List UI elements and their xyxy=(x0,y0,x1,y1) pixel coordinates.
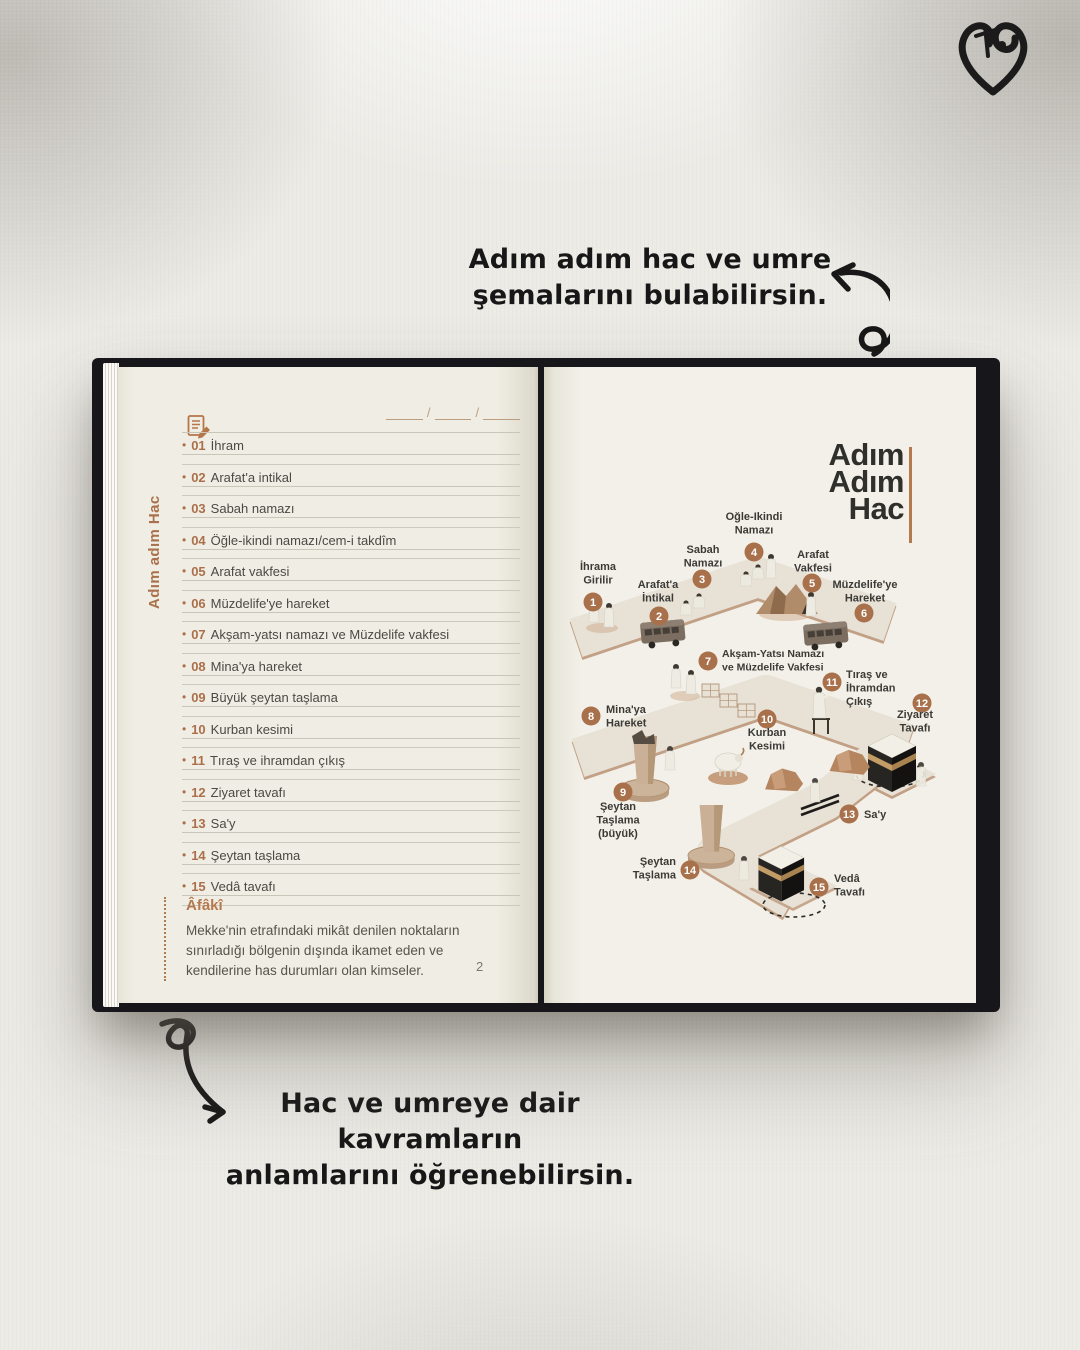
ruled-line xyxy=(182,833,520,843)
step-number: 8 xyxy=(587,710,595,723)
step-label: Arafat Vakfesi xyxy=(794,549,832,575)
step-label: Arafat'a İntikal xyxy=(637,579,679,605)
diagram-step xyxy=(699,648,825,674)
step-number: 6 xyxy=(860,607,868,620)
step-label: İhrama Girilir xyxy=(579,561,617,587)
list-item-label: Ziyaret tavafı xyxy=(210,784,286,800)
list-item xyxy=(182,843,520,865)
checklist xyxy=(182,432,520,906)
glossary-block xyxy=(164,897,496,981)
list-item xyxy=(182,874,520,896)
step-label: Şeytan Taşlama (büyük) xyxy=(596,801,640,840)
list-item-label: Arafat vakfesi xyxy=(210,564,290,579)
glossary-term: Âfâkî xyxy=(186,897,223,914)
list-item-label: İhram xyxy=(210,438,244,453)
list-item-number: 08 xyxy=(191,658,206,674)
step-number: 14 xyxy=(683,864,697,877)
step-number: 9 xyxy=(619,786,627,799)
list-item-number: 01 xyxy=(191,438,206,453)
step-number: 1 xyxy=(589,596,597,609)
step-number: 11 xyxy=(826,676,838,689)
annotation-bottom-line2: anlamlarını öğrenebilirsin. xyxy=(225,1160,635,1191)
step-label: Tıraş ve İhramdan Çıkış xyxy=(846,669,896,708)
list-item xyxy=(182,654,520,676)
list-bullet: • xyxy=(182,564,187,578)
right-page xyxy=(544,367,976,1003)
annotation-bottom-line1: Hac ve umreye dair kavramların xyxy=(280,1088,580,1155)
list-item xyxy=(182,591,520,613)
list-bullet: • xyxy=(182,753,187,767)
ruled-line xyxy=(182,613,520,623)
list-item-number: 11 xyxy=(191,753,205,768)
ruled-line xyxy=(182,865,520,875)
list-item xyxy=(182,780,520,802)
annotation-top-line1: Adım adım hac ve umre xyxy=(468,244,832,275)
list-bullet: • xyxy=(182,721,187,736)
list-bullet: • xyxy=(182,658,187,673)
list-item-label: Öğle-ikindi namazı/cem-i takdîm xyxy=(210,532,397,548)
step-label: Sabah Namazı xyxy=(683,544,723,570)
step-label: Öğle-İkindi Namazı xyxy=(725,512,783,537)
list-item-number: 03 xyxy=(191,501,206,516)
glossary-definition: Mekke'nin etrafındaki mikât denilen noktaların sınırladığı bölgenin dışında ikamet eden ve kendilerine has durumları olan kimseler. xyxy=(186,923,460,978)
ruled-line xyxy=(182,802,520,812)
list-item-label: Sabah namazı xyxy=(210,501,295,516)
diagram-step xyxy=(582,704,647,730)
list-bullet: • xyxy=(182,501,187,515)
list-item xyxy=(182,433,520,455)
list-bullet: • xyxy=(182,469,187,484)
list-item-label: Kurban kesimi xyxy=(210,721,294,737)
diagram-title-line: Adım xyxy=(828,437,904,472)
ruled-line xyxy=(182,739,520,749)
date-blank xyxy=(435,408,472,420)
step-label: Kurban Kesimi xyxy=(747,727,787,753)
step-number: 12 xyxy=(915,697,929,710)
date-blank xyxy=(386,408,423,420)
step-label: Ziyaret Tavafı xyxy=(896,709,934,735)
list-item-label: Akşam-yatsı namazı ve Müzdelife vakfesi xyxy=(210,627,450,642)
date-slash: / xyxy=(426,405,431,420)
list-bullet: • xyxy=(182,847,187,862)
page-number: 2 xyxy=(476,959,484,974)
list-bullet: • xyxy=(182,595,187,610)
list-item-number: 04 xyxy=(191,532,206,548)
ruled-line xyxy=(182,518,520,528)
ruled-line xyxy=(182,707,520,717)
step-number: 15 xyxy=(812,881,826,894)
ruled-line xyxy=(182,644,520,654)
ruled-line xyxy=(182,487,520,497)
list-item xyxy=(182,717,520,739)
list-item-number: 05 xyxy=(191,564,206,579)
list-item-number: 06 xyxy=(191,595,206,611)
list-bullet: • xyxy=(182,816,187,830)
list-item xyxy=(182,811,520,833)
sacrifice-sheep-icon xyxy=(708,748,748,785)
diagram-step xyxy=(897,694,933,735)
step-label: Şeytan Taşlama xyxy=(632,856,676,882)
date-line xyxy=(386,405,520,420)
diagram-title-line: Adım xyxy=(828,464,904,499)
diagram-step xyxy=(726,512,783,562)
step-number: 13 xyxy=(842,808,856,821)
step-number: 4 xyxy=(750,546,758,559)
list-item-number: 12 xyxy=(191,784,206,800)
list-item-label: Tıraş ve ihramdan çıkış xyxy=(209,753,346,768)
sidebar-vertical-label: Adım adım Hac xyxy=(146,495,163,609)
diagram-title-line: Hac xyxy=(848,491,904,526)
diagram-title xyxy=(828,437,905,526)
diagram-step xyxy=(840,805,888,824)
list-item-number: 02 xyxy=(191,469,206,485)
ruled-line xyxy=(182,550,520,560)
step-label: Vedâ Tavafı xyxy=(834,873,865,899)
annotation-top xyxy=(460,242,840,314)
list-bullet: • xyxy=(182,627,187,641)
step-number: 3 xyxy=(698,573,706,586)
list-item-label: Müzdelife'ye hareket xyxy=(210,595,330,611)
list-bullet: • xyxy=(182,690,187,704)
publisher-heart-logo xyxy=(952,14,1034,102)
step-label: Sa'y xyxy=(864,809,887,821)
curved-arrow-top xyxy=(798,262,890,362)
diagram-step xyxy=(580,560,617,612)
ruled-line xyxy=(182,770,520,780)
step-label: Müzdelife'ye Hareket xyxy=(832,579,898,605)
ruled-line xyxy=(182,581,520,591)
list-item xyxy=(182,622,520,644)
list-item xyxy=(182,685,520,707)
step-number: 7 xyxy=(704,655,712,668)
list-item-number: 14 xyxy=(191,847,206,863)
list-item-number: 07 xyxy=(191,627,206,642)
list-item xyxy=(182,465,520,487)
list-item-label: Mina'ya hareket xyxy=(210,658,303,674)
step-number: 2 xyxy=(655,610,663,623)
list-item xyxy=(182,559,520,581)
list-item xyxy=(182,748,520,770)
list-item-number: 13 xyxy=(191,816,206,831)
list-item-number: 15 xyxy=(191,879,206,894)
list-item-label: Arafat'a intikal xyxy=(210,469,292,485)
date-blank xyxy=(483,408,520,420)
list-bullet: • xyxy=(182,784,187,799)
list-item-label: Vedâ tavafı xyxy=(210,879,276,894)
ruled-line xyxy=(182,676,520,686)
step-number: 5 xyxy=(808,577,816,590)
step-label: Mina'ya Hareket xyxy=(606,704,647,730)
annotation-bottom xyxy=(220,1086,640,1194)
list-item xyxy=(182,528,520,550)
step-label: Akşam-Yatsı Namazı ve Müzdelife Vakfesi xyxy=(722,648,825,674)
list-bullet: • xyxy=(182,438,187,452)
list-item-number: 09 xyxy=(191,690,206,705)
list-bullet: • xyxy=(182,532,187,547)
curved-arrow-bottom xyxy=(150,1012,248,1127)
date-slash: / xyxy=(475,405,480,420)
hajj-isometric-diagram xyxy=(558,512,980,944)
left-page xyxy=(118,367,538,1003)
ruled-line xyxy=(182,455,520,465)
list-item-label: Sa'y xyxy=(210,816,236,831)
list-item-label: Büyük şeytan taşlama xyxy=(210,690,338,705)
page-edges xyxy=(103,363,119,1007)
list-item-number: 10 xyxy=(191,721,206,737)
list-item xyxy=(182,496,520,518)
list-bullet: • xyxy=(182,879,187,893)
annotation-top-line2: şemalarını bulabilirsin. xyxy=(472,280,828,311)
list-item-label: Şeytan taşlama xyxy=(210,847,301,863)
bus-muzdelife-icon xyxy=(803,621,849,651)
step-number: 10 xyxy=(760,713,774,726)
